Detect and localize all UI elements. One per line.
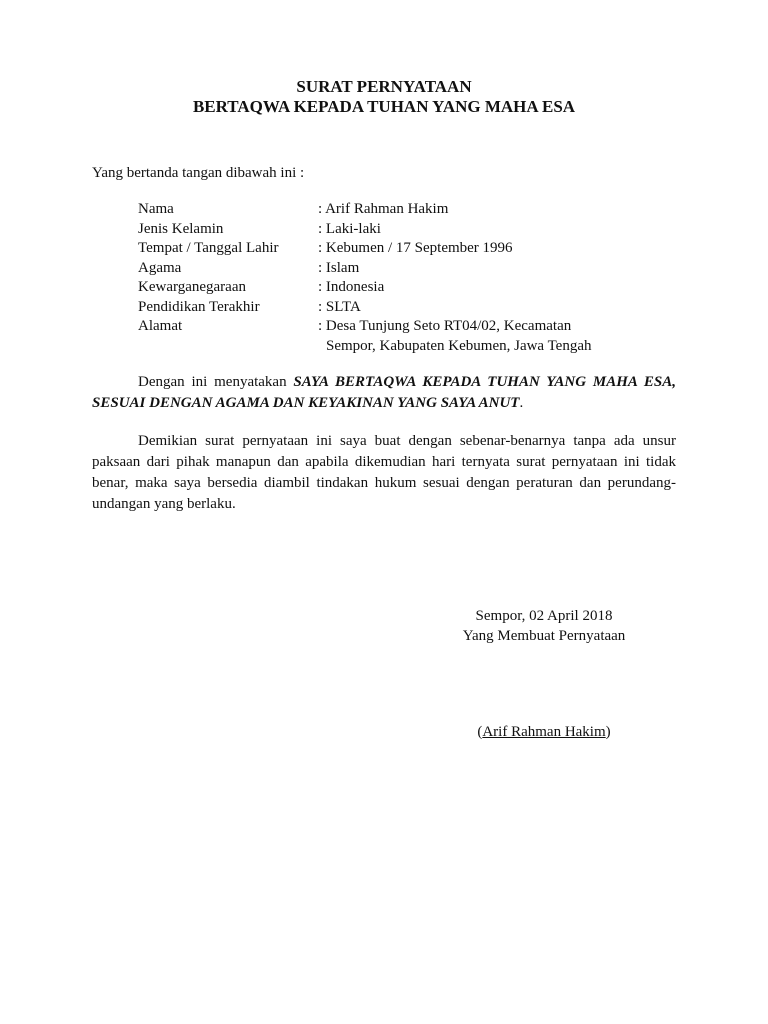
signature-close-paren: ) <box>605 724 611 740</box>
field-value: : Indonesia <box>318 279 385 295</box>
field-label: Agama <box>138 259 182 276</box>
signature-role: Yang Membuat Pernyataan <box>462 628 626 644</box>
field-row-pendidikan-terakhir <box>138 298 698 318</box>
field-label: Alamat <box>138 318 183 334</box>
field-value: : Kebumen / 17 September 1996 <box>318 240 513 256</box>
field-row-jenis-kelamin <box>138 220 698 240</box>
field-label: Kewarganegaraan <box>138 279 246 295</box>
field-value-group <box>318 317 698 356</box>
field-row-agama <box>138 259 698 279</box>
signatory-name: Arif Rahman Hakim <box>482 724 606 740</box>
closing-paragraph <box>92 431 676 515</box>
field-label: Nama <box>138 201 174 217</box>
field-row-alamat <box>138 317 698 356</box>
field-value: : Laki-laki <box>318 220 381 237</box>
field-row-tempat-tanggal-lahir <box>138 239 698 259</box>
field-value: : Desa Tunjung Seto RT04/02, Kecamatan <box>318 318 572 334</box>
field-label: Jenis Kelamin <box>138 220 224 237</box>
identity-fields <box>138 200 698 356</box>
field-label: Tempat / Tanggal Lahir <box>138 240 279 256</box>
signature-name-line <box>440 722 648 742</box>
signature-place-date: Sempor, 02 April 2018 <box>475 608 613 624</box>
document-title: SURAT PERNYATAAN <box>296 77 472 96</box>
field-value: : SLTA <box>318 298 361 315</box>
statement-emphasis: SAYA BERTAQWA KEPADA TUHAN YANG MAHA ESA, SESUAI DENGAN AGAMA DAN KEYAKINAN YANG SAYA ANUT <box>92 374 676 411</box>
field-row-kewarganegaraan <box>138 278 698 298</box>
statement-lead: Dengan ini menyatakan <box>138 374 294 390</box>
field-value: : Islam <box>318 259 360 276</box>
field-row-nama <box>138 200 698 220</box>
field-value-continuation: Sempor, Kabupaten Kebumen, Jawa Tengah <box>326 337 592 354</box>
closing-text: Demikian surat pernyataan ini saya buat dengan sebenar-benarnya tanpa ada unsur paksaan dari pihak manapun dan apabila dikemudian hari ternyata surat pernyataan ini tidak benar, maka saya bersedia diambil tindakan hukum sesuai dengan peraturan dan perundang-undangan yang berlaku. <box>92 433 676 512</box>
field-label: Pendidikan Terakhir <box>138 298 260 315</box>
statement-paragraph <box>92 372 676 414</box>
document-subtitle: BERTAQWA KEPADA TUHAN YANG MAHA ESA <box>192 97 576 116</box>
signature-open-paren: ( <box>477 724 483 740</box>
field-value: : Arif Rahman Hakim <box>318 201 449 217</box>
opening-line: Yang bertanda tangan dibawah ini : <box>92 165 305 181</box>
statement-end: . <box>519 395 524 411</box>
